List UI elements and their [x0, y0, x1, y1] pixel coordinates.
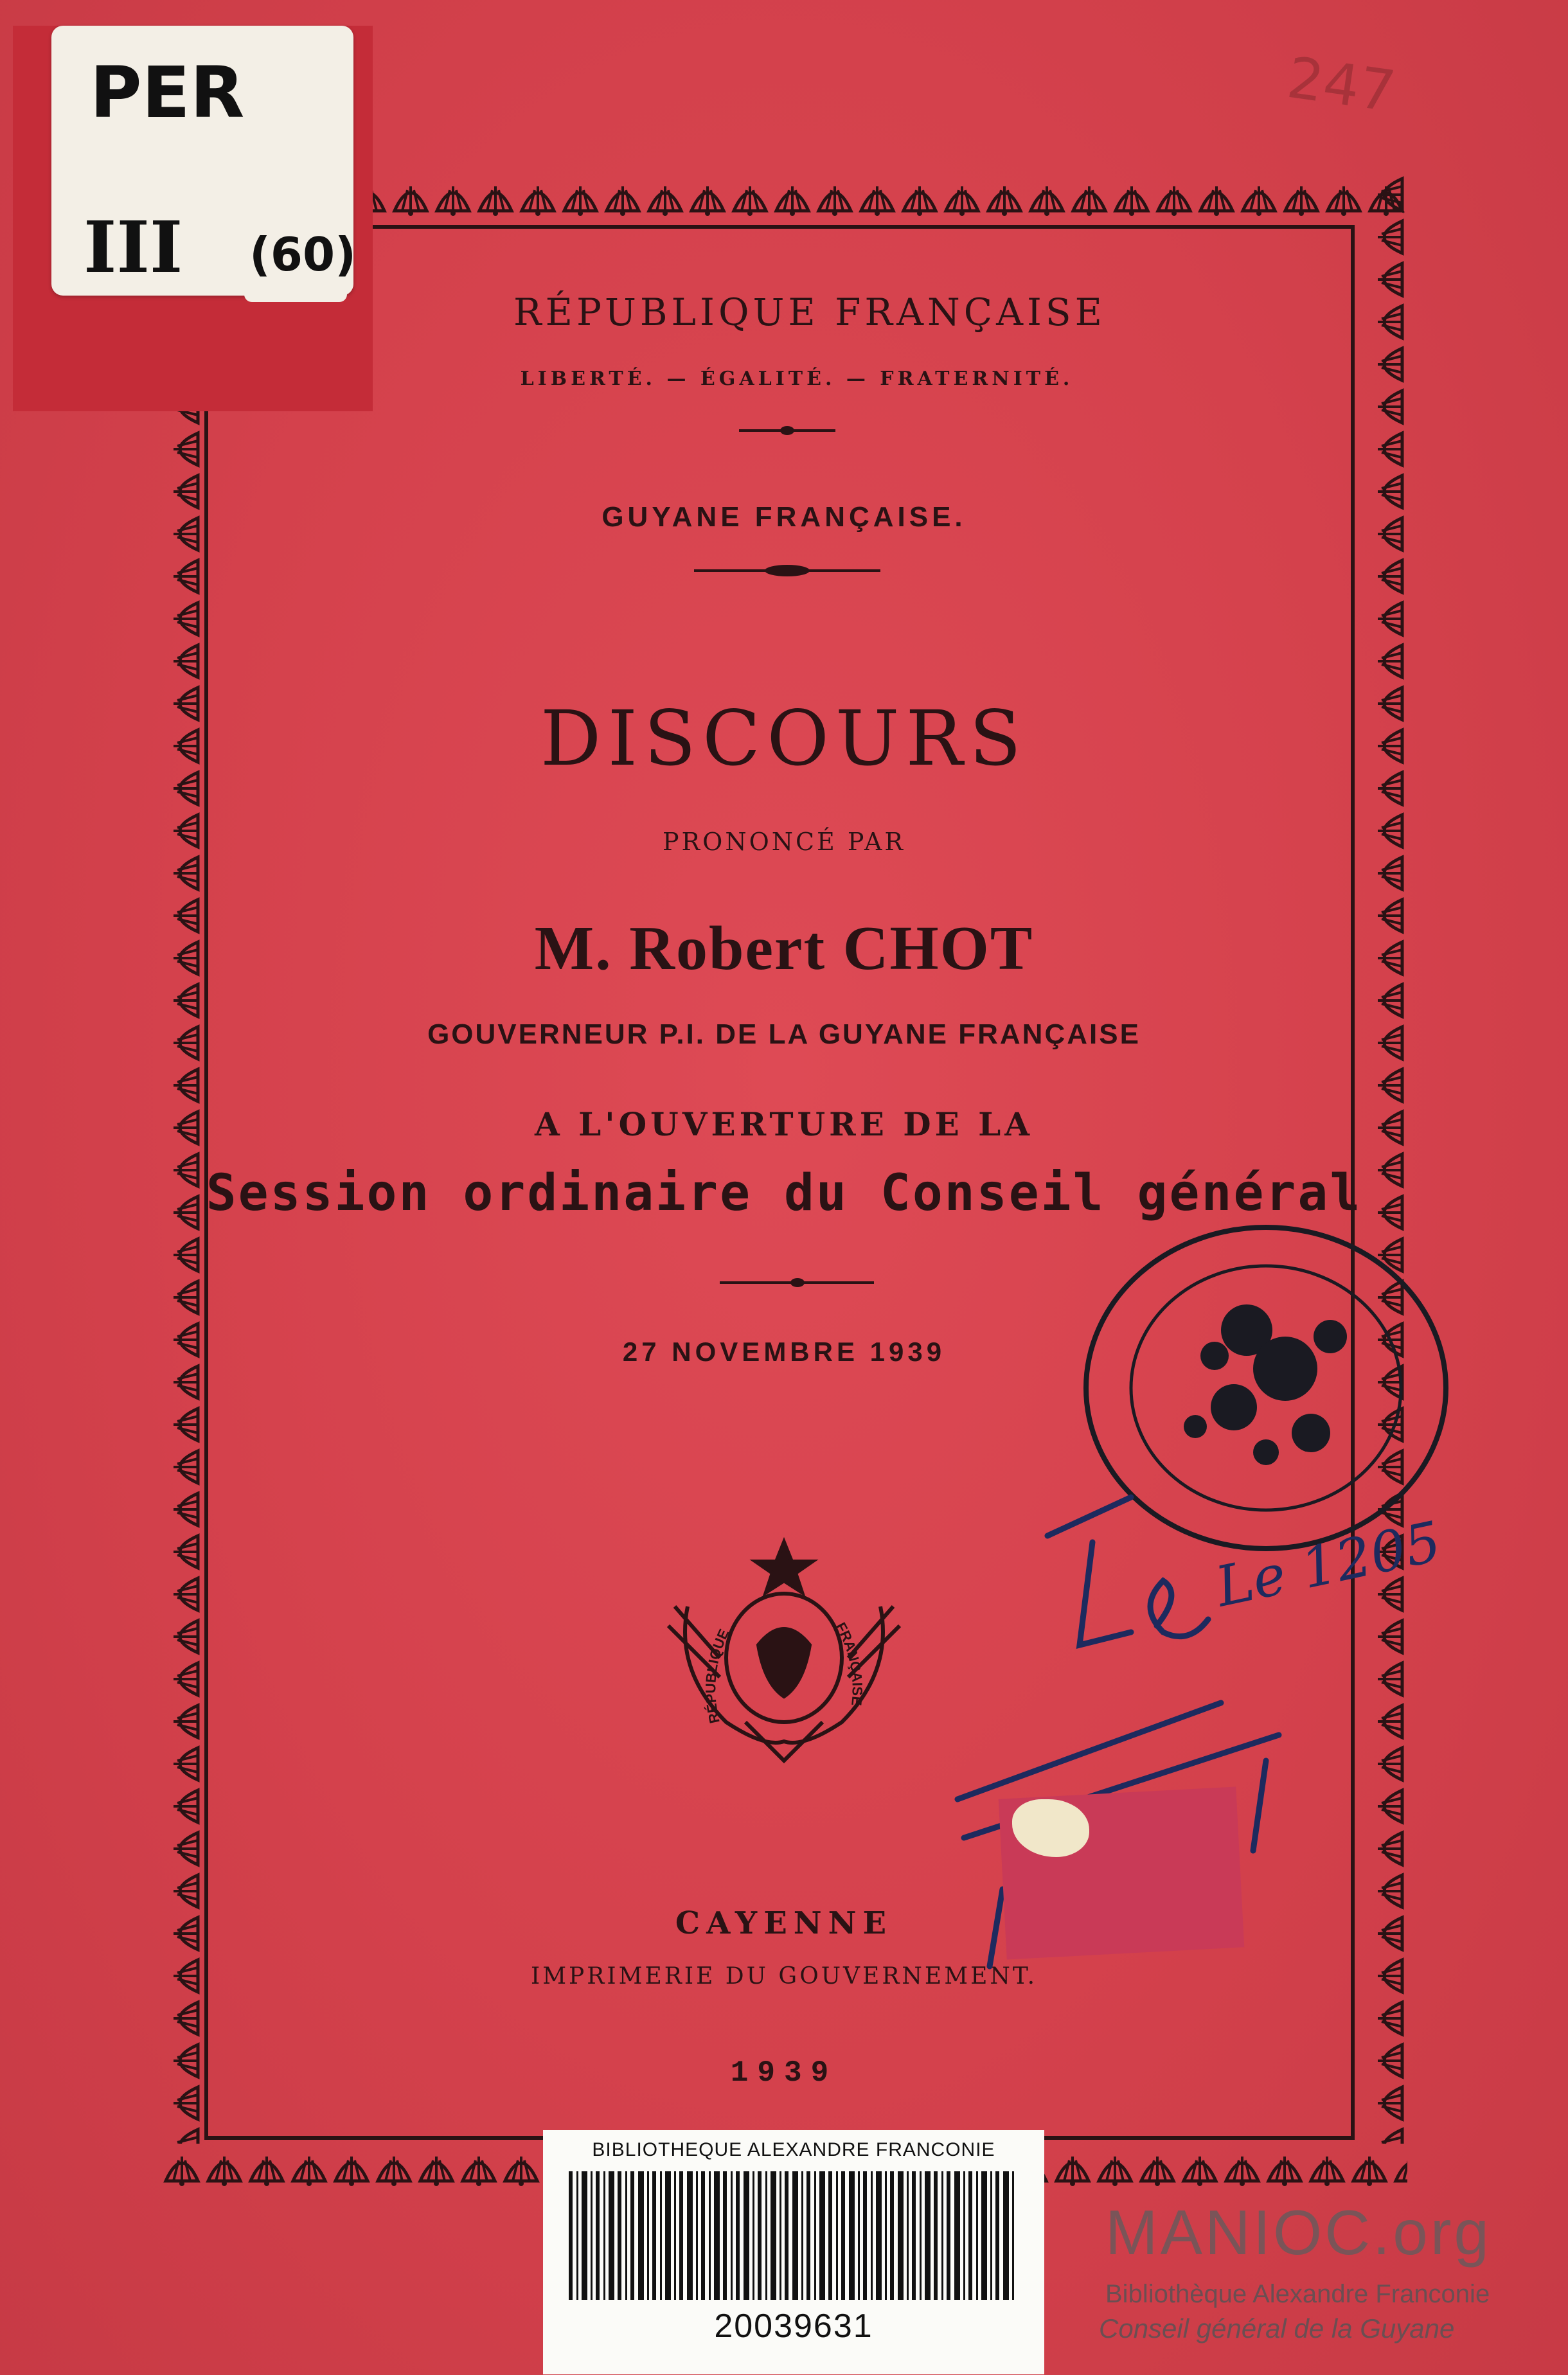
republic-emblem [649, 1529, 919, 1774]
pencil-number: 247 [1283, 44, 1400, 125]
watermark-council: Conseil général de la Guyane [1099, 2313, 1455, 2344]
barcode-library-name: BIBLIOTHEQUE ALEXANDRE FRANCONIE [592, 2139, 995, 2160]
occasion-line1: A L'OUVERTURE DE LA [534, 1105, 1034, 1143]
republic-heading: RÉPUBLIQUE FRANÇAISE [513, 290, 1106, 334]
svg-text:FRANÇAISE [833, 1620, 866, 1707]
barcode-number: 20039631 [714, 2308, 873, 2345]
separator-ornament [790, 1278, 805, 1287]
ornamental-border-top [347, 173, 1407, 216]
imprint-year: 1939 [730, 2056, 838, 2090]
margin-note: Le 1205 [1210, 1509, 1447, 1620]
shelf-mark-line2: III [84, 206, 183, 289]
speech-date: 27 NOVEMBRE 1939 [622, 1337, 946, 1367]
emblem-left-text: RÉPUBLIQUE [702, 1626, 733, 1725]
shelf-mark-line1: PER [90, 51, 245, 134]
speaker-role: GOUVERNEUR P.I. DE LA GUYANE FRANÇAISE [427, 1018, 1141, 1050]
document-title: DISCOURS [540, 694, 1028, 783]
pronounced-by: PRONONCÉ PAR [662, 828, 905, 856]
ornamental-border-right [1365, 173, 1407, 2144]
manioc-logo: MANIOC.org [1105, 2197, 1492, 2268]
imprint-printer: IMPRIMERIE DU GOUVERNEMENT. [530, 1963, 1038, 1989]
library-stamp [1054, 1221, 1452, 1581]
occasion-line2: Session ordinaire du Conseil général [206, 1164, 1362, 1222]
separator-ornament [780, 426, 794, 435]
speaker-name: M. Robert CHOT [534, 914, 1034, 983]
separator-ornament [765, 565, 810, 576]
imprint-city: CAYENNE [675, 1905, 893, 1941]
motto: LIBERTÉ. — ÉGALITÉ. — FRATERNITÉ. [520, 368, 1074, 390]
library-barcode-label [543, 2130, 1044, 2374]
emblem-right-text: FRANÇAISE [832, 1619, 866, 1707]
shelf-mark-sub-sticker [244, 212, 357, 302]
territory-heading: GUYANE FRANÇAISE. [601, 501, 967, 533]
shelf-mark-line3: (60) [249, 227, 357, 281]
watermark-library: Bibliothèque Alexandre Franconie [1105, 2280, 1490, 2308]
barcode [556, 2171, 1031, 2300]
